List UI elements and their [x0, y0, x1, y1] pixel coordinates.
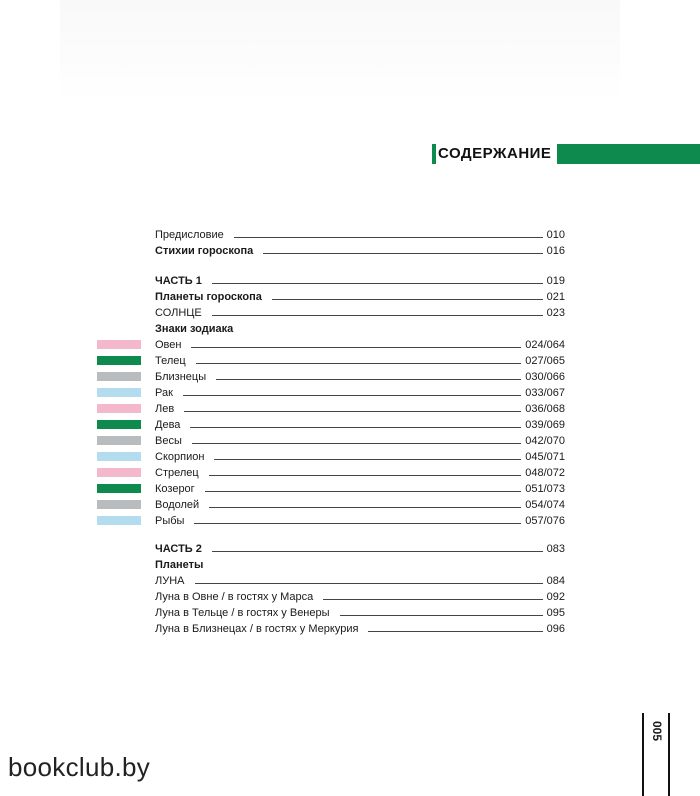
toc-entry-title: Рыбы: [155, 515, 185, 527]
page-title: СОДЕРЖАНИЕ: [436, 144, 557, 164]
toc-leader-line: [214, 459, 521, 460]
toc-entry: [155, 368, 565, 384]
toc-entry: [155, 242, 565, 258]
zodiac-color-swatch: [97, 500, 141, 509]
toc-entry: [155, 226, 565, 242]
toc-entry: [155, 400, 565, 416]
toc-entry-title: Лев: [155, 403, 175, 415]
zodiac-color-swatch: [97, 388, 141, 397]
toc-entry-title: Планеты: [155, 559, 204, 571]
toc-entry-page: 039/069: [525, 419, 565, 431]
toc-entry-title: Скорпион: [155, 451, 205, 463]
toc-entry-page: 083: [546, 543, 565, 555]
toc-leader-line: [194, 523, 521, 524]
toc-entry-page: 057/076: [525, 515, 565, 527]
toc-entry: [155, 480, 565, 496]
zodiac-color-swatch: [97, 340, 141, 349]
toc-entry-title: Овен: [155, 339, 182, 351]
toc-entry: [155, 320, 565, 336]
toc-leader-line: [272, 299, 543, 300]
toc-entry: [155, 604, 565, 620]
toc-entry-title: Стихии гороскопа: [155, 245, 254, 257]
zodiac-color-swatch: [97, 452, 141, 461]
toc-entry: [155, 572, 565, 588]
toc-entry-title: Планеты гороскопа: [155, 291, 262, 303]
toc-entry-title: СОЛНЦЕ: [155, 307, 202, 319]
toc-entry: [155, 448, 565, 464]
toc-entry: [155, 336, 565, 352]
toc-entry-page: 048/072: [525, 467, 565, 479]
toc-entry: [155, 384, 565, 400]
toc-entry-page: 036/068: [525, 403, 565, 415]
toc-entry-page: 096: [546, 623, 565, 635]
toc-leader-line: [212, 315, 543, 316]
toc-entry-page: 054/074: [525, 499, 565, 511]
toc-entry: [155, 556, 565, 572]
zodiac-color-swatch: [97, 356, 141, 365]
toc-entry-title: Стрелец: [155, 467, 199, 479]
toc-entry-page: 019: [546, 275, 565, 287]
toc-entry-page: 095: [546, 607, 565, 619]
toc-leader-line: [209, 475, 522, 476]
zodiac-color-swatch: [97, 468, 141, 477]
toc-entry: [155, 416, 565, 432]
toc-entry-page: 051/073: [525, 483, 565, 495]
contents-heading-bar: [432, 144, 700, 164]
zodiac-color-swatch: [97, 484, 141, 493]
toc-leader-line: [196, 363, 522, 364]
toc-entry: [155, 588, 565, 604]
toc-entry-title: Знаки зодиака: [155, 323, 234, 335]
toc-entry-title: Весы: [155, 435, 182, 447]
toc-entry-title: Луна в Овне / в гостях у Марса: [155, 591, 314, 603]
page-number-tab: [642, 713, 670, 796]
toc-entry-title: Дева: [155, 419, 181, 431]
toc-entry-title: Козерог: [155, 483, 195, 495]
page-number: 005: [650, 721, 664, 742]
toc-entry-title: Предисловие: [155, 229, 224, 241]
toc-leader-line: [190, 427, 521, 428]
toc-entry: [155, 540, 565, 556]
toc-entry-title: Рак: [155, 387, 173, 399]
zodiac-color-swatch: [97, 420, 141, 429]
toc-entry: [155, 432, 565, 448]
toc-leader-line: [340, 615, 543, 616]
toc-entry: [155, 288, 565, 304]
toc-entry-title: Водолей: [155, 499, 200, 511]
toc-leader-line: [209, 507, 521, 508]
toc-leader-line: [205, 491, 522, 492]
toc-entry-title: ЛУНА: [155, 575, 185, 587]
toc-entry: [155, 496, 565, 512]
toc-leader-line: [195, 583, 543, 584]
toc-leader-line: [263, 253, 542, 254]
watermark: bookclub.by: [8, 752, 151, 782]
toc-entry-title: ЧАСТЬ 1: [155, 275, 202, 287]
toc-entry-page: 023: [546, 307, 565, 319]
faded-background-text: [60, 0, 620, 100]
zodiac-color-swatch: [97, 436, 141, 445]
toc-entry-page: 021: [546, 291, 565, 303]
toc-leader-line: [192, 443, 521, 444]
toc-entry: [155, 304, 565, 320]
toc-entry-page: 042/070: [525, 435, 565, 447]
toc-entry: [155, 512, 565, 528]
toc-leader-line: [184, 411, 521, 412]
toc-entry-title: ЧАСТЬ 2: [155, 543, 202, 555]
toc-leader-line: [183, 395, 521, 396]
toc-entry-page: 084: [546, 575, 565, 587]
toc-entry-title: Луна в Тельце / в гостях у Венеры: [155, 607, 330, 619]
toc-leader-line: [323, 599, 542, 600]
toc-entry-page: 033/067: [525, 387, 565, 399]
toc-entry-title: Телец: [155, 355, 186, 367]
toc-entry-page: 024/064: [525, 339, 565, 351]
toc-entry-page: 092: [546, 591, 565, 603]
toc-entry-title: Близнецы: [155, 371, 207, 383]
toc-entry-page: 016: [546, 245, 565, 257]
toc-entry-page: 027/065: [525, 355, 565, 367]
toc-entry: [155, 352, 565, 368]
toc-leader-line: [191, 347, 521, 348]
toc-leader-line: [212, 283, 543, 284]
toc-leader-line: [234, 237, 543, 238]
toc-entry: [155, 272, 565, 288]
toc-entry: [155, 620, 565, 636]
toc-entry-page: 010: [546, 229, 565, 241]
zodiac-color-swatch: [97, 372, 141, 381]
zodiac-color-swatch: [97, 404, 141, 413]
zodiac-color-swatch: [97, 516, 141, 525]
toc-entry-title: Луна в Близнецах / в гостях у Меркурия: [155, 623, 359, 635]
toc-entry-page: 045/071: [525, 451, 565, 463]
toc-leader-line: [216, 379, 521, 380]
toc-leader-line: [212, 551, 543, 552]
toc-leader-line: [368, 631, 542, 632]
toc-entry-page: 030/066: [525, 371, 565, 383]
toc-entry: [155, 464, 565, 480]
